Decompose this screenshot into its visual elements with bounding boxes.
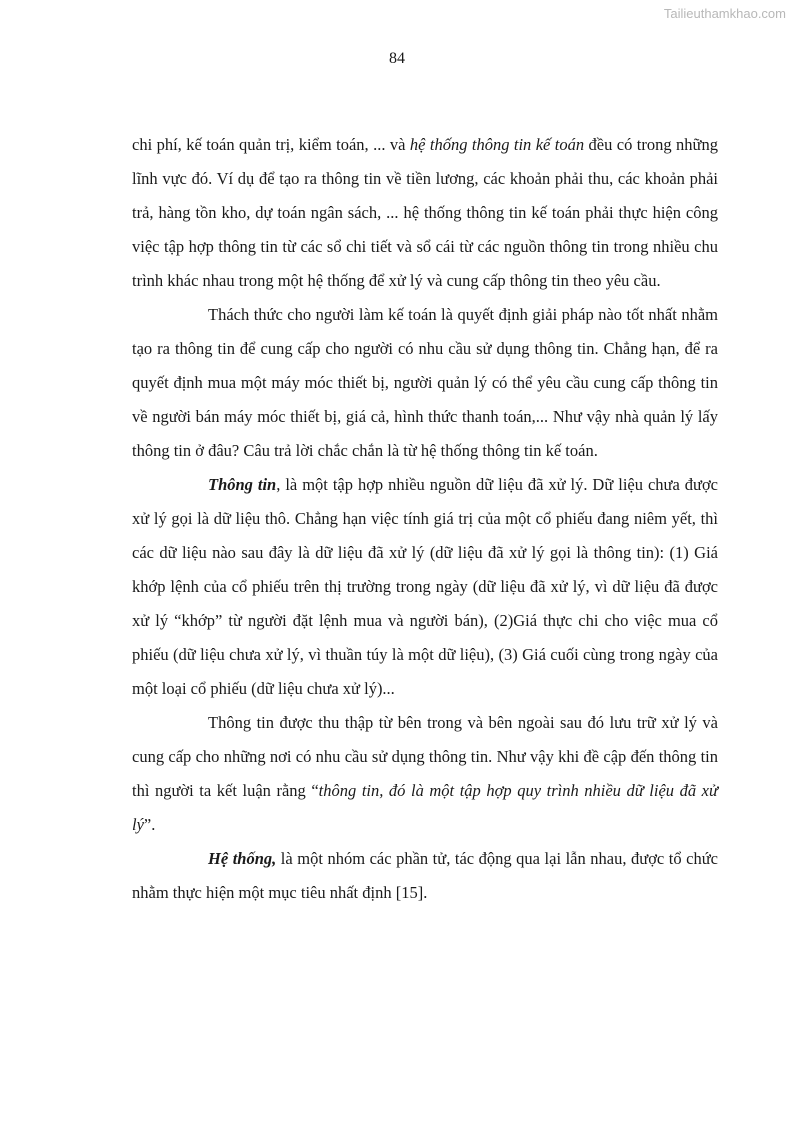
paragraph-4-text-b: ”. — [143, 815, 156, 834]
paragraph-3-text: , là một tập hợp nhiều nguồn dữ liệu đã xử lý. Dữ liệu chưa được xử lý gọi là dữ liệu thô. Chẳng hạn việc tính giá trị của một cổ phiếu đang niêm yết, thì các dữ liệu nào sau đây là dữ liệu đã xử lý (dữ liệu đã xử lý gọi là thông tin): (1) Giá khớp lệnh của cổ phiếu trên thị trường trong ngày (dữ liệu đã xử lý, vì dữ liệu đã được xử lý “khớp” từ người đặt lệnh mua và người bán), (2)Giá thực chi cho việc mua cổ phiếu (dữ liệu chưa xử lý, vì thuần túy là một dữ liệu), (3) Giá cuối cùng trong ngày của một loại cổ phiếu (dữ liệu chưa xử lý)... — [132, 475, 718, 698]
paragraph-4 — [132, 706, 718, 842]
emphasis-definition: thông tin, đó là một tập hợp quy trình nhiều dữ liệu đã xử lý — [132, 781, 718, 834]
paragraph-2-text: Thách thức cho người làm kế toán là quyết định giải pháp nào tốt nhất nhằm tạo ra thông tin để cung cấp cho người có nhu cầu sử dụng thông tin. Chẳng hạn, để ra quyết định mua một máy móc thiết bị, người quản lý có thể yêu cầu cung cấp thông tin về người bán máy móc thiết bị, giá cả, hình thức thanh toán,... Như vậy nhà quản lý lấy thông tin ở đâu? Câu trả lời chắc chắn là từ hệ thống thông tin kế toán. — [132, 305, 718, 460]
emphasis-ais: hệ thống thông tin kế toán — [409, 135, 585, 154]
term-he-thong: Hệ thống, — [208, 849, 277, 868]
paragraph-3 — [132, 468, 718, 706]
paragraph-5-text: là một nhóm các phần tử, tác động qua lại lẫn nhau, được tổ chức nhằm thực hiện một mục tiêu nhất định [15]. — [132, 849, 718, 902]
watermark: Tailieuthamkhao.com — [663, 6, 786, 21]
paragraph-4-text-a: Thông tin được thu thập từ bên trong và bên ngoài sau đó lưu trữ xử lý và cung cấp cho những nơi có nhu cầu sử dụng thông tin. Như vậy khi đề cập đến thông tin thì người ta kết luận rằng “ — [132, 713, 718, 800]
paragraph-5 — [132, 842, 718, 910]
term-thong-tin: Thông tin — [208, 475, 277, 494]
paragraph-1-text-b: đều có trong những lĩnh vực đó. Ví dụ để tạo ra thông tin về tiền lương, các khoản phải thu, các khoản phải trả, hàng tồn kho, dự toán ngân sách, ... hệ thống thông tin kế toán phải thực hiện công việc tập hợp thông tin từ các sổ chi tiết và sổ cái từ các nguồn thông tin trong nhiều chu trình khác nhau trong một hệ thống để xử lý và cung cấp thông tin theo yêu cầu. — [132, 135, 718, 290]
paragraph-1-text-a: chi phí, kế toán quản trị, kiểm toán, ... và — [132, 135, 410, 154]
paragraph-2 — [132, 298, 718, 468]
page-number: 84 — [389, 50, 405, 67]
paragraph-1 — [132, 128, 718, 298]
body-text — [132, 128, 718, 910]
